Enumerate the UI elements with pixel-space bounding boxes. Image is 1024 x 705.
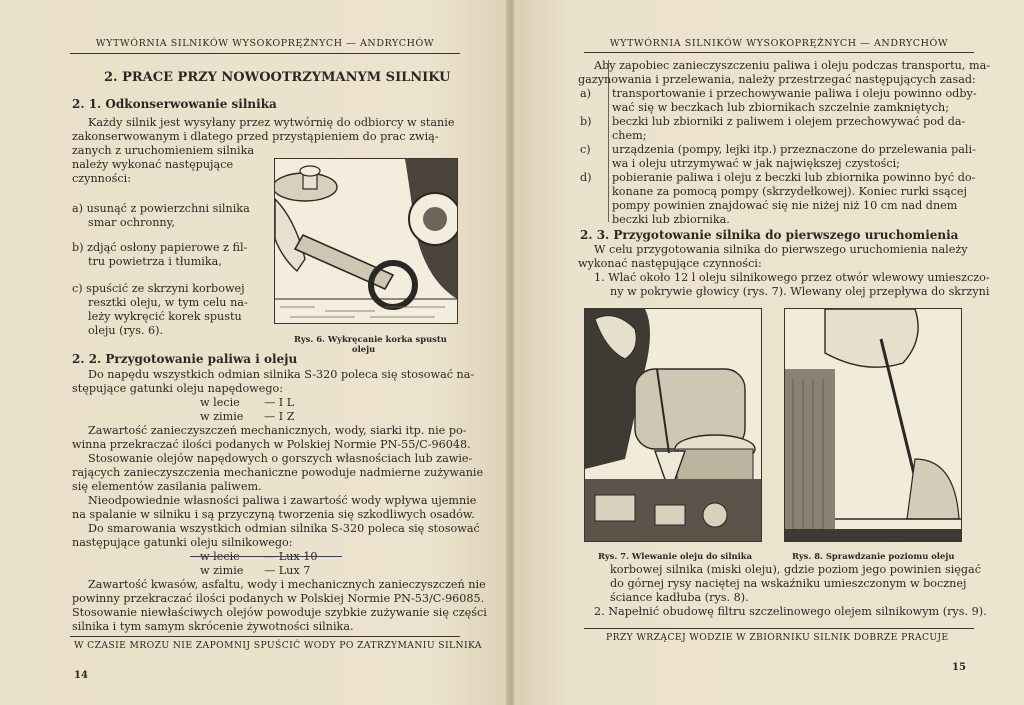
text-line: Zawartość zanieczyszczeń mechanicznych, wody, siarki itp. nie po- — [88, 424, 467, 437]
section-title: 2. PRACE PRZY NOWOOTRZYMANYM SILNIKU — [104, 70, 451, 85]
fuel-grade-winter: w zimie — [200, 410, 244, 423]
rule-text: wa i oleju utrzymywać w jak największej czystości; — [612, 157, 900, 170]
rule-marker: d) — [580, 171, 592, 184]
text-line: gazynowania i przelewania, należy przestrzegać następujących zasad: — [578, 73, 976, 86]
text-line: Zawartość kwasów, asfaltu, wody i mechanicznych zanieczyszczeń nie — [88, 578, 486, 591]
oil-grade-winter-value: — Lux 7 — [264, 564, 311, 577]
subsection-2-2-title: 2. 2. Przygotowanie paliwa i oleju — [72, 352, 298, 366]
text-line: Stosowanie olejów napędowych o gorszych własnościach lub zawie- — [88, 452, 473, 465]
left-footer-rule — [70, 636, 460, 637]
oil-grade-summer: w lecie — [200, 550, 240, 563]
subsection-2-3-title: 2. 3. Przygotowanie silnika do pierwszego uruchomienia — [580, 228, 959, 242]
subsection-2-1-title: 2. 1. Odkonserwowanie silnika — [72, 97, 277, 111]
left-footer: W CZASIE MROZU NIE ZAPOMNIJ SPUŚCIĆ WODY PO ZATRZYMANIU SILNIKA — [74, 640, 482, 651]
rule-text: urządzenia (pompy, lejki itp.) przeznaczone do przelewania pali- — [612, 143, 976, 156]
rule-text: pobieranie paliwa i oleju z beczki lub zbiornika powinno być do- — [612, 171, 976, 184]
figure-6-caption: Rys. 6. Wykręcanie korka spustu — [294, 334, 447, 344]
wrench-illustration-icon — [275, 159, 457, 323]
rule-text: beczki lub zbiornika. — [612, 213, 730, 226]
text-line: następujące gatunki oleju silnikowego: — [72, 536, 293, 549]
text-line: zanych z uruchomieniem silnika — [72, 144, 255, 157]
rule-marker: c) — [580, 143, 591, 156]
text-line: ściance kadłuba (rys. 8). — [610, 591, 749, 604]
list-item-a-cont: smar ochronny, — [88, 216, 176, 229]
rule-text: wać się w beczkach lub zbiornikach szczelnie zamkniętych; — [612, 101, 949, 114]
left-header: WYTWÓRNIA SILNIKÓW WYSOKOPRĘŻNYCH — ANDRYCHÓW — [95, 38, 435, 49]
text-line: czynności: — [72, 172, 131, 185]
oil-pouring-illustration-icon — [585, 309, 761, 541]
fuel-grade-summer-value: — I L — [264, 396, 295, 409]
right-footer: PRZY WRZĄCEJ WODZIE W ZBIORNIKU SILNIK DOBRZE PRACUJE — [606, 632, 949, 643]
text-line: powinny przekraczać ilości podanych w Polskiej Normie PN-53/C-96085. — [72, 592, 485, 605]
text-line: do górnej rysy naciętej na wskaźniku umieszczonym w bocznej — [610, 577, 967, 590]
text-line: wykonać następujące czynności: — [578, 257, 762, 270]
text-line: stępujące gatunki oleju napędowego: — [72, 382, 284, 395]
step-2: 2. Napełnić obudowę filtru szczelinowego olejem silnikowym (rys. 9). — [594, 605, 987, 618]
list-item-c-cont: oleju (rys. 6). — [88, 324, 164, 337]
right-footer-rule — [584, 628, 974, 629]
right-page — [514, 0, 1024, 705]
figure-7-caption: Rys. 7. Wlewanie oleju do silnika — [598, 551, 753, 561]
text-line: winna przekraczać ilości podanych w Polskiej Normie PN-55/C-96048. — [72, 438, 471, 451]
rule-marker: a) — [580, 87, 592, 100]
text-line: Nieodpowiednie własności paliwa i zawartość wody wpływa ujemnie — [88, 494, 477, 507]
figure-8-oil-level — [784, 308, 962, 542]
left-page — [0, 0, 508, 705]
right-header: WYTWÓRNIA SILNIKÓW WYSOKOPRĘŻNYCH — ANDRYCHÓW — [609, 38, 949, 49]
left-header-rule — [70, 53, 460, 54]
text-line: Do napędu wszystkich odmian silnika S-320 poleca się stosować na- — [88, 368, 475, 381]
handwritten-underline — [190, 556, 342, 557]
text-line: należy wykonać następujące — [72, 158, 234, 171]
rule-text: konane za pomocą pompy (skrzydełkowej). Koniec rurki ssącej — [612, 185, 968, 198]
oil-level-illustration-icon — [785, 309, 961, 541]
page-number-right: 15 — [952, 662, 966, 673]
step-1: 1. Wlać około 12 l oleju silnikowego przez otwór wlewowy umieszczo- — [594, 271, 990, 284]
text-line: silnika i tym samym skrócenie żywotności silnika. — [72, 620, 354, 633]
figure-8-caption: Rys. 8. Sprawdzanie poziomu oleju — [792, 551, 955, 561]
page-number-left: 14 — [74, 670, 88, 681]
rule-text: pompy powinien znajdować się nie niżej niż 10 cm nad dnem — [612, 199, 958, 212]
text-line: Każdy silnik jest wysyłany przez wytwórnię do odbiorcy w stanie — [88, 116, 455, 129]
list-item-b-cont: tru powietrza i tłumika, — [88, 255, 222, 268]
rule-marker: b) — [580, 115, 592, 128]
text-line: korbowej silnika (miski oleju), gdzie poziom jego powinien sięgać — [610, 563, 981, 576]
right-header-rule — [584, 52, 974, 53]
text-line: Aby zapobiec zanieczyszczeniu paliwa i oleju podczas transportu, ma- — [594, 59, 991, 72]
figure-7-oil-pouring — [584, 308, 762, 542]
oil-grade-summer-value: — Lux 10 — [264, 550, 318, 563]
figure-6-wrench — [274, 158, 458, 324]
oil-grade-winter: w zimie — [200, 564, 244, 577]
figure-6-caption-cont: oleju — [352, 344, 376, 354]
text-line: Stosowanie niewłaściwych olejów powoduje szybkie zużywanie się części — [72, 606, 487, 619]
list-item-c: c) spuścić ze skrzyni korbowej — [72, 282, 245, 295]
rule-text: transportowanie i przechowywanie paliwa i oleju powinno odby- — [612, 87, 977, 100]
text-line: zakonserwowanym i dlatego przed przystąpieniem do prac zwią- — [72, 130, 439, 143]
fuel-grade-summer: w lecie — [200, 396, 240, 409]
text-line: na spalanie w silniku i są przyczyną tworzenia się szkodliwych osadów. — [72, 508, 475, 521]
text-line: się elementów zasilania paliwem. — [72, 480, 262, 493]
list-item-b: b) zdjąć osłony papierowe z fil- — [72, 241, 248, 254]
list-item-a: a) usunąć z powierzchni silnika — [72, 202, 250, 215]
list-item-c-cont: resztki oleju, w tym celu na- — [88, 296, 248, 309]
fuel-grade-winter-value: — I Z — [264, 410, 295, 423]
rule-text: beczki lub zbiorniki z paliwem i olejem przechowywać pod da- — [612, 115, 966, 128]
step-1-cont: ny w pokrywie głowicy (rys. 7). Wlewany olej przepływa do skrzyni — [610, 285, 990, 298]
rule-text: chem; — [612, 129, 647, 142]
text-line: rających zanieczyszczenia mechaniczne powoduje nadmierne zużywanie — [72, 466, 484, 479]
text-line: Do smarowania wszystkich odmian silnika S-320 poleca się stosować — [88, 522, 480, 535]
list-item-c-cont: leży wykręcić korek spustu — [88, 310, 242, 323]
text-line: W celu przygotowania silnika do pierwszego uruchomienia należy — [594, 243, 968, 256]
